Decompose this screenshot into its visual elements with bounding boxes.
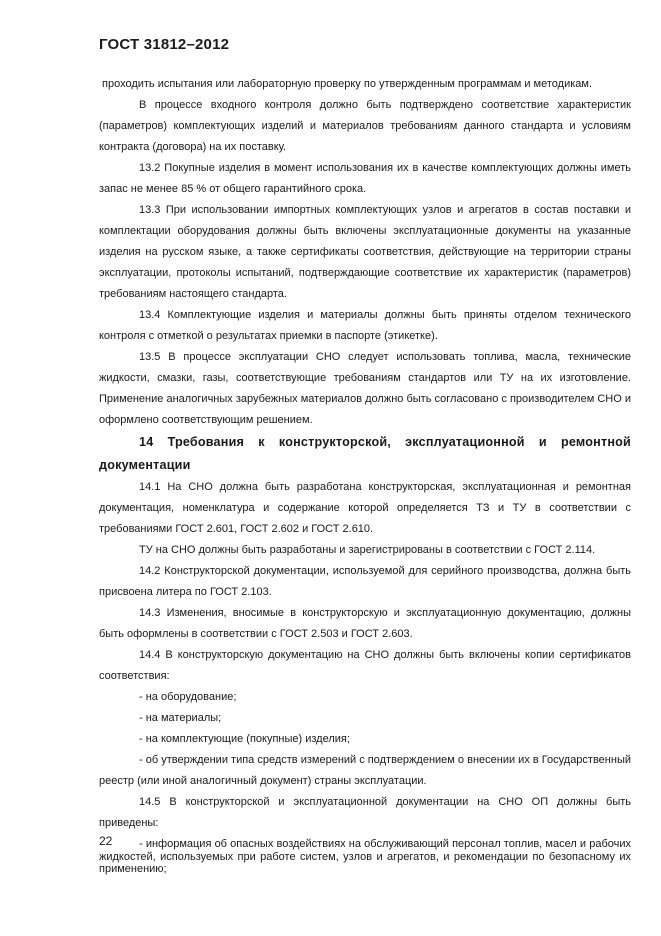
paragraph-13-4: 13.4 Комплектующие изделия и материалы должны быть приняты отделом технического контроля с отметкой о результатах приемки в паспорте (этикетке). xyxy=(99,309,631,342)
paragraph-13-5: 13.5 В процессе эксплуатации СНО следует использовать топлива, масла, технические жидкости, смазки, газы, соответствующие требованиям стандартов или ТУ на их изготовление. Применение аналогичных зарубежных материалов должно быть согласовано с производителем СНО и оформлено соответствующим решением. xyxy=(99,351,631,426)
paragraph: проходить испытания или лабораторную проверку по утвержденным программам и методикам. xyxy=(102,78,593,90)
list-item: - на оборудование; xyxy=(139,691,237,703)
paragraph-14-3: 14.3 Изменения, вносимые в конструкторскую и эксплуатационную документацию, должны быть оформлены в соответствии с ГОСТ 2.503 и ГОСТ 2.603. xyxy=(99,607,631,640)
paragraph-13-3: 13.3 При использовании импортных комплектующих узлов и агрегатов в состав поставки и комплектации оборудования должны быть включены эксплуатационные документы на указанные изделия на русском языке, а также сертификаты соответствия, действующие на территории страны эксплуатации, протоколы испытаний, подтверждающие соответствие их характеристик (параметров) требованиям настоящего стандарта. xyxy=(99,204,631,300)
list-item: - информация об опасных воздействиях на обслуживающий персонал топлив, масел и рабочих жидкостей, используемых при работе систем, узлов и агрегатов, и рекомендации по безопасному их применению; xyxy=(99,838,631,875)
paragraph-14-5: 14.5 В конструкторской и эксплуатационной документации на СНО ОП должны быть приведены: xyxy=(99,796,631,829)
paragraph: В процессе входного контроля должно быть подтверждено соответствие характеристик (параметров) комплектующих изделий и материалов требованиям данного стандарта и условиям контракта (договора) на их поставку. xyxy=(99,99,631,153)
paragraph-14-2: 14.2 Конструкторской документации, используемой для серийного производства, должна быть присвоена литера по ГОСТ 2.103. xyxy=(99,565,631,598)
paragraph-14-4: 14.4 В конструкторскую документацию на СНО должны быть включены копии сертификатов соответствия: xyxy=(99,649,631,682)
paragraph-13-2: 13.2 Покупные изделия в момент использования их в качестве комплектующих должны иметь запас не менее 85 % от общего гарантийного срока. xyxy=(99,162,631,195)
section-heading-14: 14 Требования к конструкторской, эксплуатационной и ремонтной документации xyxy=(99,435,631,472)
list-item: - на комплектующие (покупные) изделия; xyxy=(139,733,350,745)
paragraph-14-1: 14.1 На СНО должна быть разработана конструкторская, эксплуатационная и ремонтная документация, номенклатура и содержание которой определяется ТЗ и ТУ в соответствии с требованиями ГОСТ 2.601, ГОСТ 2.602 и ГОСТ 2.610. xyxy=(99,481,631,535)
paragraph: ТУ на СНО должны быть разработаны и зарегистрированы в соответствии с ГОСТ 2.114. xyxy=(139,544,596,556)
list-item: - об утверждении типа средств измерений с подтверждением о внесении их в Государственный реестр (или иной аналогичный документ) страны эксплуатации. xyxy=(99,754,631,787)
list-item: - на материалы; xyxy=(139,712,222,724)
document-body xyxy=(99,74,631,876)
page-number: 22 xyxy=(99,834,113,848)
document-header: ГОСТ 31812–2012 xyxy=(99,36,230,53)
